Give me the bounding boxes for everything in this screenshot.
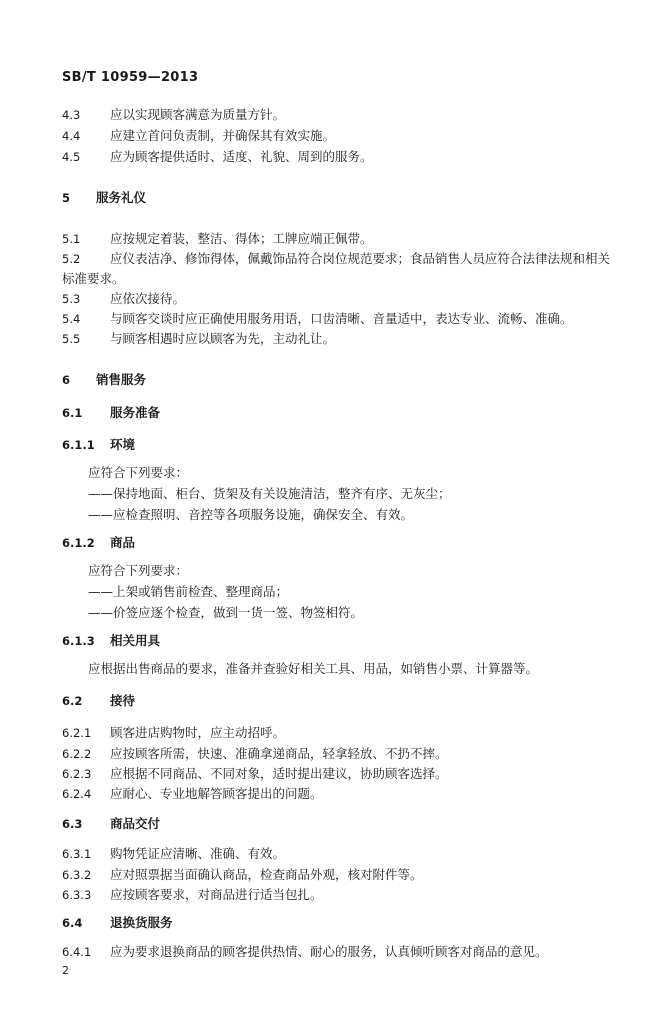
clause-number: 5.4 [62,312,81,326]
clause-number: 5.3 [62,292,81,306]
clause-number: 6.2.2 [62,747,92,761]
section-number: 6 [62,373,71,387]
clause-6-2-4 [62,785,323,803]
subsection-number: 6.1 [62,406,83,420]
clause-6-2-1 [62,724,285,742]
subsection-6-1-heading [62,404,160,422]
section-6-heading [62,371,146,389]
page-number: 2 [62,964,69,977]
clause-text: 应建立首问负责制，并确保其有效实施。 [110,128,336,143]
subsection-number: 6.1.1 [62,438,95,452]
clause-number: 6.3.2 [62,868,92,882]
requirement-item: ——保持地面、柜台、货架及有关设施清洁，整齐有序、无灰尘； [88,486,451,501]
clause-text: 购物凭证应清晰、准确、有效。 [110,846,286,861]
subsection-title: 退换货服务 [110,915,173,930]
clause-text: 应依次接待。 [110,291,186,306]
requirement-item: ——价签应逐个检查，做到一货一签、物签相符。 [88,605,364,620]
subsection-6-3-heading [62,815,160,833]
clause-number: 4.5 [62,150,81,164]
clause-text: 应耐心、专业地解答顾客提出的问题。 [110,786,323,801]
clause-number: 6.4.1 [62,945,92,959]
subsection-6-4-heading [62,914,173,932]
section-number: 5 [62,191,71,205]
requirement-intro: 应符合下列要求： [88,563,189,578]
subsection-6-2-heading [62,692,135,710]
clause-text: 应以实现顾客满意为质量方针。 [110,107,286,122]
clause-text: 应按顾客所需，快速、准确拿递商品，轻拿轻放、不扔不摔。 [110,746,448,761]
subsection-6-1-3-heading [62,632,160,650]
clause-4-5 [62,148,373,166]
subsection-title: 相关用具 [110,633,161,648]
clause-number: 5.5 [62,332,81,346]
clause-4-4 [62,127,335,145]
clause-6-3-3 [62,886,323,904]
clause-text: 与顾客相遇时应以顾客为先，主动礼让。 [110,331,336,346]
clause-6-2-2 [62,745,448,763]
standard-code-header: SB/T 10959—2013 [62,70,199,85]
clause-number: 5.2 [62,252,81,266]
clause-5-1 [62,230,373,248]
section-5-heading [62,189,146,207]
clause-number: 6.3.3 [62,888,92,902]
clause-text: 顾客进店购物时，应主动招呼。 [110,725,286,740]
clause-6-3-1 [62,845,285,863]
clause-5-5 [62,330,335,348]
clause-number: 4.3 [62,108,81,122]
clause-text: 应为要求退换商品的顾客提供热情、耐心的服务，认真倾听顾客对商品的意见。 [110,944,548,959]
subsection-number: 6.1.2 [62,536,95,550]
section-title: 销售服务 [96,372,147,387]
subsection-number: 6.3 [62,817,83,831]
clause-number: 6.2.3 [62,767,92,781]
subsection-number: 6.4 [62,916,83,930]
clause-text: 应仪表洁净、修饰得体，佩戴饰品符合岗位规范要求；食品销售人员应符合法律法规和相关标准要求。 [62,251,611,286]
clause-number: 4.4 [62,129,81,143]
paragraph-text: 应根据出售商品的要求，准备并查验好相关工具、用品，如销售小票、计算器等。 [88,661,539,676]
subsection-number: 6.1.3 [62,634,95,648]
clause-4-3 [62,106,285,124]
requirement-item: ——应检查照明、音控等各项服务设施，确保安全、有效。 [88,507,414,522]
clause-5-2 [62,249,622,288]
clause-text: 应对照票据当面确认商品，检查商品外观，核对附件等。 [110,867,423,882]
clause-5-4 [62,310,573,328]
subsection-title: 商品交付 [110,816,161,831]
subsection-title: 商品 [110,535,136,550]
clause-number: 6.2.1 [62,726,92,740]
subsection-title: 接待 [110,693,136,708]
clause-6-4-1 [62,943,548,961]
subsection-6-1-1-heading [62,436,135,454]
clause-text: 应为顾客提供适时、适度、礼貌、周到的服务。 [110,149,373,164]
clause-number: 6.2.4 [62,787,92,801]
clause-6-2-3 [62,765,448,783]
clause-6-3-2 [62,866,423,884]
section-title: 服务礼仪 [96,190,147,205]
clause-text: 应根据不同商品、不同对象，适时提出建议，协助顾客选择。 [110,766,448,781]
subsection-6-1-2-heading [62,534,135,552]
clause-number: 5.1 [62,232,81,246]
clause-text: 应按规定着装，整洁、得体；工牌应端正佩带。 [110,231,373,246]
clause-5-3 [62,290,185,308]
clause-number: 6.3.1 [62,847,92,861]
subsection-number: 6.2 [62,694,83,708]
requirement-item: ——上架或销售前检查、整理商品； [88,584,289,599]
subsection-title: 服务准备 [110,405,161,420]
clause-text: 应按顾客要求，对商品进行适当包扎。 [110,887,323,902]
requirement-intro: 应符合下列要求： [88,465,189,480]
subsection-title: 环境 [110,437,136,452]
clause-text: 与顾客交谈时应正确使用服务用语，口齿清晰、音量适中，表达专业、流畅、准确。 [110,311,573,326]
